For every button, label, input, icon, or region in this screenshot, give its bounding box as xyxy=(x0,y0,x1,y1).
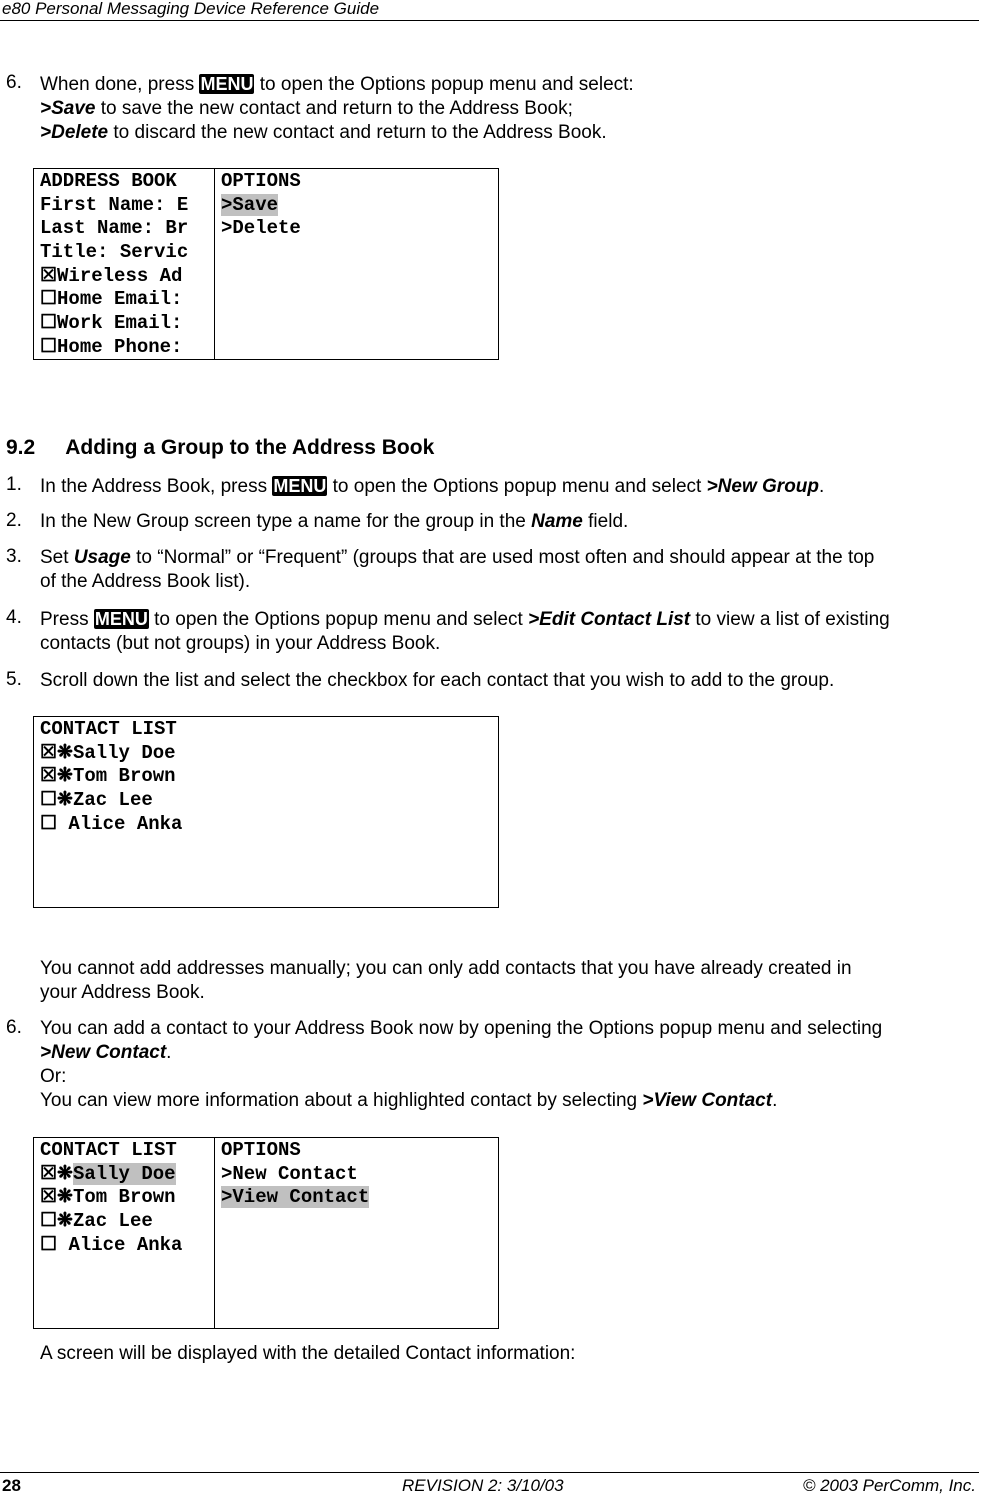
page-number: 28 xyxy=(2,1476,21,1495)
step-number: 3. xyxy=(6,546,22,567)
contact-checkbox-item[interactable]: ☒❋Tom Brown xyxy=(40,765,176,788)
step-6-contact-text: You can add a contact to your Address Book now by opening the Options popup menu and selecting >New Contact. Or: You can view more information about a highlighted contact by selecting >View Contact. xyxy=(40,1018,883,1111)
option-view-contact[interactable]: >View Contact xyxy=(221,1186,370,1209)
address-book-pane xyxy=(34,169,214,359)
contact-list-pane xyxy=(34,1138,214,1328)
options-pane xyxy=(214,169,498,359)
contact-item-sally[interactable]: ☒❋Sally Doe xyxy=(40,1162,176,1185)
screen-line: ☐Work Email: xyxy=(40,312,183,335)
options-pane xyxy=(214,1138,498,1328)
running-footer xyxy=(0,1472,979,1495)
step-number: 2. xyxy=(6,510,22,531)
screen-line: Last Name: Br xyxy=(40,217,189,240)
closing-text: A screen will be displayed with the detailed Contact information: xyxy=(40,1343,576,1364)
option-new-contact[interactable]: >New Contact xyxy=(221,1162,358,1185)
contact-list-options-screen xyxy=(33,1137,499,1329)
step-1-text: In the Address Book, press MENU to open the Options popup menu and select >New Group. xyxy=(40,476,825,497)
option-delete[interactable]: >Delete xyxy=(221,217,301,240)
contact-checkbox-item[interactable]: ☐❋Zac Lee xyxy=(40,789,153,812)
step-number: 4. xyxy=(6,607,22,628)
step-3-text: Set Usage to “Normal” or “Frequent” (groups that are used most often and should appear at the top of the Address Book list). xyxy=(40,547,875,592)
contact-list-title: CONTACT LIST xyxy=(40,718,177,740)
contact-item-tom[interactable]: ☒❋Tom Brown xyxy=(40,1186,176,1209)
screen-line: ADDRESS BOOK xyxy=(40,170,177,192)
step-text: When done, press MENU to open the Options popup menu and select: >Save to save the new contact and return to the Address Book; >Delete to discard the new contact and return to the Address Book. xyxy=(40,74,634,143)
screen-line: First Name: E xyxy=(40,193,189,216)
header-title: e80 Personal Messaging Device Reference Guide xyxy=(2,0,380,18)
screen-line: ☒Wireless Ad xyxy=(40,264,183,287)
contact-item-alice[interactable]: ☐ Alice Anka xyxy=(40,1233,183,1256)
contact-list-screen xyxy=(33,716,499,908)
menu-key-icon: MENU xyxy=(273,476,327,496)
running-header xyxy=(0,0,979,21)
contact-checkbox-item[interactable]: ☐ Alice Anka xyxy=(40,812,183,835)
menu-key-icon: MENU xyxy=(200,74,254,94)
step-4-text: Press MENU to open the Options popup menu and select >Edit Contact List to view a list of existing contacts (but not groups) in your Address Book. xyxy=(40,609,890,654)
step-2-text: In the New Group screen type a name for the group in the Name field. xyxy=(40,511,629,532)
screen-line: ☐Home Phone: xyxy=(40,335,183,358)
step-number: 6. xyxy=(6,1017,22,1038)
contact-checkbox-item[interactable]: ☒❋Sally Doe xyxy=(40,741,176,764)
note-text: You cannot add addresses manually; you can only add contacts that you have already created in your Address Book. xyxy=(40,958,852,1003)
step-number: 6. xyxy=(6,72,22,93)
step-5-text: Scroll down the list and select the checkbox for each contact that you wish to add to the group. xyxy=(40,670,835,691)
step-number: 5. xyxy=(6,669,22,690)
menu-key-icon: MENU xyxy=(94,609,148,629)
screen-line: ☐Home Email: xyxy=(40,288,183,311)
screen-line: Title: Servic xyxy=(40,241,189,264)
options-title: OPTIONS xyxy=(221,1139,301,1161)
contact-item-zac[interactable]: ☐❋Zac Lee xyxy=(40,1210,153,1233)
step-number: 1. xyxy=(6,474,22,495)
address-book-options-screen xyxy=(33,168,499,360)
contact-list-pane xyxy=(34,717,498,907)
options-title: OPTIONS xyxy=(221,170,301,192)
revision: REVISION 2: 3/10/03 xyxy=(402,1476,564,1495)
section-heading: 9.2 Adding a Group to the Address Book xyxy=(6,436,435,459)
copyright: © 2003 PerComm, Inc. xyxy=(802,1476,976,1495)
contact-list-title: CONTACT LIST xyxy=(40,1139,177,1161)
option-save[interactable]: >Save xyxy=(221,193,279,216)
